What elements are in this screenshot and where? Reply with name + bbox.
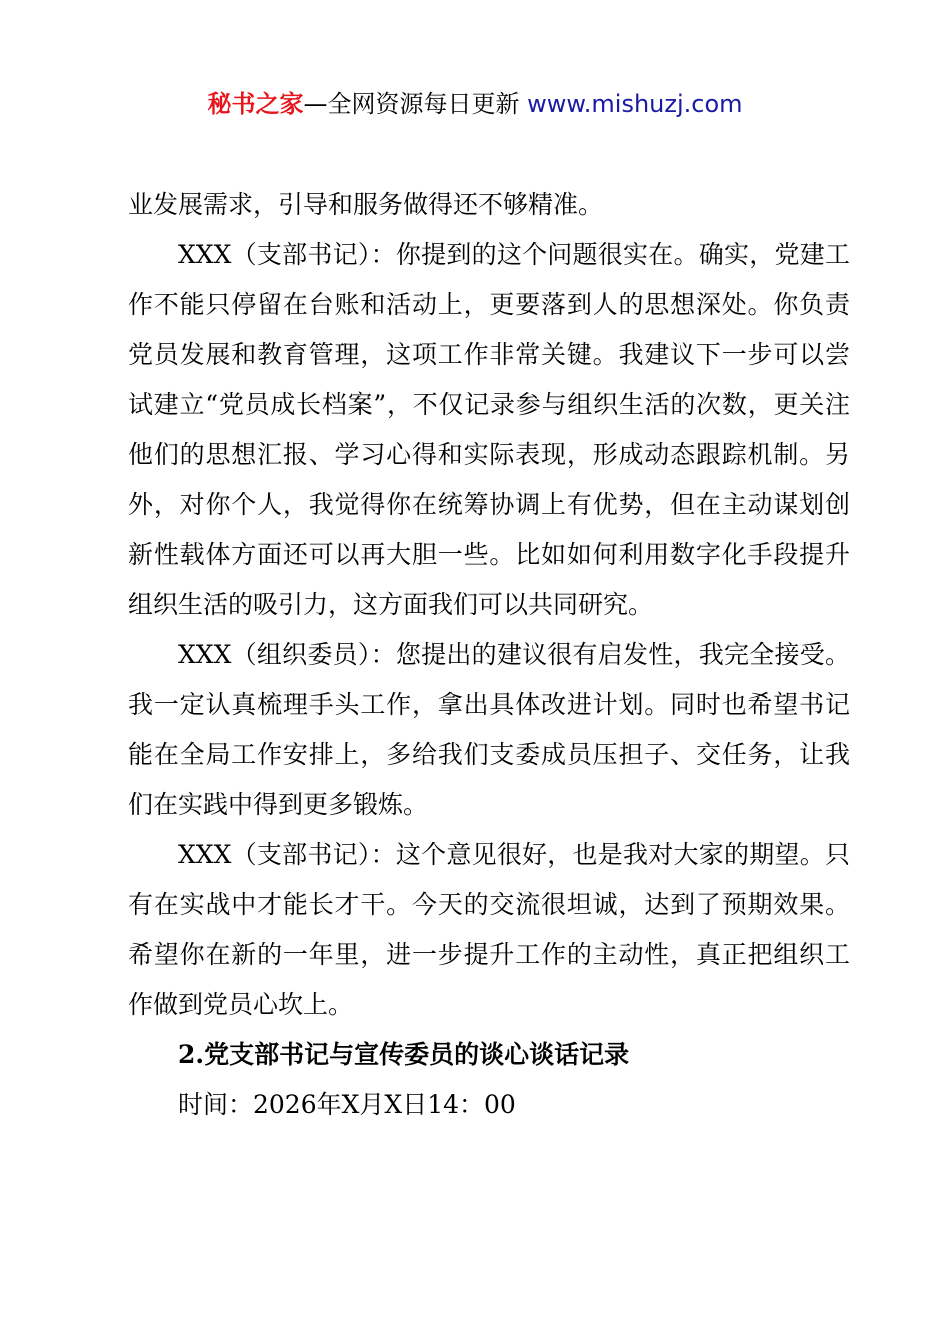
site-url-link[interactable]: www.mishuzj.com: [527, 90, 743, 118]
header-tagline: —全网资源每日更新: [303, 90, 528, 118]
paragraph-committee-member-reply: XXX（组织委员）：您提出的建议很有启发性，我完全接受。我一定认真梳理手头工作，拿出具体改进计划。同时也希望书记能在全局工作安排上，多给我们支委成员压担子、交任务，让我们在实践中得到更多锻炼。: [128, 640, 850, 819]
document-body: [128, 180, 850, 1130]
time-line: 时间：2026年X月X日14：00: [178, 1090, 516, 1119]
brand-name: 秘书之家: [207, 90, 304, 118]
paragraph-secretary-closing: XXX（支部书记）：这个意见很好，也是我对大家的期望。只有在实战中才能长才干。今天的交流很坦诚，达到了预期效果。希望你在新的一年里，进一步提升工作的主动性，真正把组织工作做到党员心坎上。: [128, 840, 850, 1019]
paragraph-secretary-reply: XXX（支部书记）：你提到的这个问题很实在。确实，党建工作不能只停留在台账和活动上，更要落到人的思想深处。你负责党员发展和教育管理，这项工作非常关键。我建议下一步可以尝试建立“党员成长档案”，不仅记录参与组织生活的次数，更关注他们的思想汇报、学习心得和实际表现，形成动态跟踪机制。另外，对你个人，我觉得你在统筹协调上有优势，但在主动谋划创新性载体方面还可以再大胆一些。比如如何利用数字化手段提升组织生活的吸引力，这方面我们可以共同研究。: [128, 240, 850, 619]
page-header: [0, 86, 950, 122]
section-title: 2.党支部书记与宣传委员的谈心谈话记录: [178, 1040, 630, 1069]
paragraph-continuation: 业发展需求，引导和服务做得还不够精准。: [128, 190, 604, 219]
